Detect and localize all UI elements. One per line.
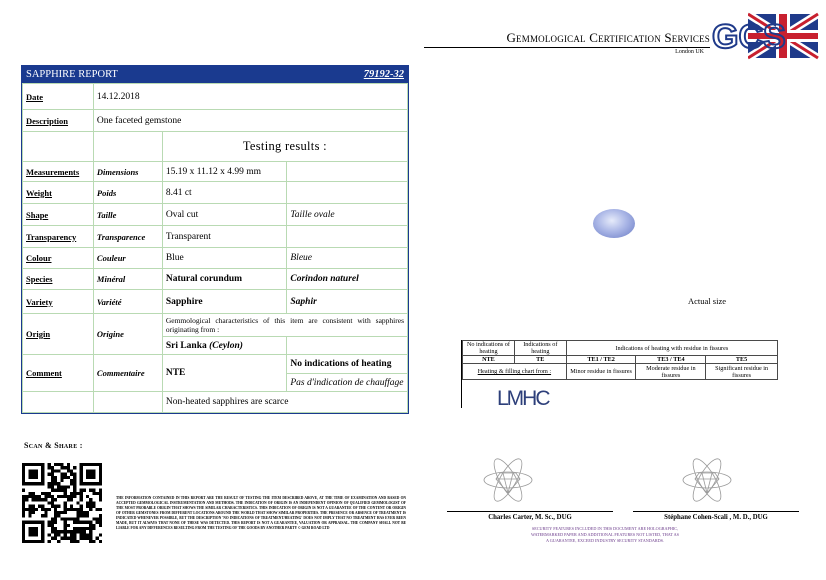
- row-shape: Shape Taille Oval cut Taille ovale: [23, 204, 408, 226]
- seal-left-icon: [481, 455, 535, 505]
- measurements-value: 15.19 x 11.12 x 4.99 mm: [162, 162, 287, 182]
- brand-title: Gemmological Certification Services: [506, 30, 710, 45]
- disclaimer-text: THE INFORMATION CONTAINED IN THIS REPORT ARE THE RESULT OF TESTING THE ITEM DESCRIBED ABOVE, AT THE TIME OF EXAMINATION AND BASED ON ACCEPTED GEMMOLOGICAL INSTRUMENTATION AND METHODS. THE INDICATION OF ORIGIN IS AN INDEPENDENT OPINION OF QUALIFIED GEMMOLOGIST OF THE MOST PROBABLE ORIGIN THAT SHOWS THE SIMILAR CHARACTERISTICS. THIS INDICATION OF ORIGIN IS NOT A GUARANTEE OF THE CONTENT OR ORIGIN OF OTHER GEMSTONES FROM DIFFERENT LOCATIONS AROUND THE WORLD THAT SHOW SIMILAR PROPERTIES. THE PRESENCE OR ABSENCE OF TREATMENT IS INDICATED WHENEVER POSSIBLE, BUT THE DESCRIPTION 'NO INDICATIONS OF TREATMENT/HEATING' DOES NOT IMPLY THAT NO TREATMENT HAS EVER BEEN MADE, BUT IT ALWAYS THAT NONE OF THESE WAS DETECTED. THIS REPORT IS NOT A GUARANTEE, VALUATION OR APPRAISAL. THE COMPANY SHALL NOT BE LIABLE FOR ANY DIFFERENCES RESULTING FROM THE TESTING OF THE GOODS BY ANOTHER PARTY © GEM ROAD LTD: [116, 496, 406, 530]
- comment-line1: No indications of heating: [287, 355, 408, 374]
- row-weight: Weight Poids 8.41 ct: [23, 182, 408, 204]
- report-table: [22, 83, 408, 413]
- heating-table: No indications of heating Indications of heating Indications of heating with residue in fissures NTE TE TE1 / TE2 TE3 / TE4 TE5 Heating & filling chart from : Minor residue in fissures Moderate residue in fissures Significant residue in fissures: [462, 340, 778, 380]
- variety-value: Sapphire: [162, 290, 287, 314]
- row-testing: [23, 132, 408, 162]
- gcs-logo: [708, 12, 820, 60]
- date-value: 14.12.2018: [93, 84, 407, 110]
- shape-value-fr: Taille ovale: [287, 204, 408, 226]
- row-variety: Variety Variété Sapphire Saphir: [23, 290, 408, 314]
- qr-code[interactable]: [22, 463, 102, 543]
- heating-chart: [462, 340, 778, 380]
- scan-share-title: Scan & Share :: [24, 441, 83, 450]
- row-species: Species Minéral Natural corundum Corindon naturel: [23, 269, 408, 290]
- row-comment: Comment Commentaire NTE No indications of heating: [23, 355, 408, 374]
- brand-location: London UK: [675, 49, 704, 55]
- row-transparency: Transparency Transparence Transparent: [23, 226, 408, 248]
- comment-code: NTE: [162, 355, 287, 392]
- weight-value: 8.41 ct: [162, 182, 287, 204]
- actual-size-caption: Actual size: [688, 296, 726, 306]
- row-description: Description One faceted gemstone: [23, 110, 408, 132]
- signature-line-left: [447, 511, 613, 512]
- colour-value-fr: Bleue: [287, 248, 408, 269]
- signature-name-right: Stéphane Cohen-Scali , M. D., DUG: [664, 514, 768, 521]
- gemstone-image: [593, 209, 635, 238]
- report-title: SAPPHIRE REPORT: [26, 69, 118, 80]
- signature-line-right: [633, 511, 799, 512]
- row-colour: Colour Couleur Blue Bleue: [23, 248, 408, 269]
- lmhc-logo: [497, 383, 549, 410]
- signature-name-left: Charles Carter, M. Sc., DUG: [488, 514, 572, 521]
- comment-line3: Non-heated sapphires are scarce: [162, 392, 407, 413]
- row-origin: Origin Origine Gemmological characteristics of this item are consistent with sapphires originating from :: [23, 314, 408, 337]
- row-measurements: Measurements Dimensions 15.19 x 11.12 x 4.99 mm: [23, 162, 408, 182]
- colour-value: Blue: [162, 248, 287, 269]
- species-value-fr: Corindon naturel: [287, 269, 408, 290]
- comment-line2: Pas d'indication de chauffage: [287, 374, 408, 392]
- variety-value-fr: Saphir: [287, 290, 408, 314]
- brand-rule: [424, 47, 710, 48]
- row-date: Date 14.12.2018: [23, 84, 408, 110]
- report-header: [22, 66, 408, 83]
- origin-note: Gemmological characteristics of this item are consistent with sapphires originating from :: [162, 314, 407, 337]
- sapphire-report: [21, 65, 409, 414]
- seal-right-icon: [680, 455, 734, 505]
- description-value: One faceted gemstone: [93, 110, 407, 132]
- origin-country: Sri Lanka (Ceylon): [162, 337, 287, 355]
- testing-heading: Testing results :: [162, 132, 407, 162]
- heating-chart-link[interactable]: Heating & filling chart from :: [463, 364, 567, 380]
- report-number: 79192-32: [363, 69, 404, 80]
- transparency-value: Transparent: [162, 226, 287, 248]
- svg-text:GCS: GCS: [712, 18, 786, 56]
- shape-value: Oval cut: [162, 204, 287, 226]
- security-note: SECURITY FEATURES INCLUDED IN THIS DOCUMENT ARE HOLOGRAPHIC, WATERMARKED PAPER AND ADDITIONAL FEATURES NOT LISTED, THAT AS A GUARANTEE, EXCEED INDUSTRY SECURITY STANDARDS.: [530, 526, 679, 543]
- species-value: Natural corundum: [162, 269, 287, 290]
- svg-text:LMHC: LMHC: [497, 387, 549, 410]
